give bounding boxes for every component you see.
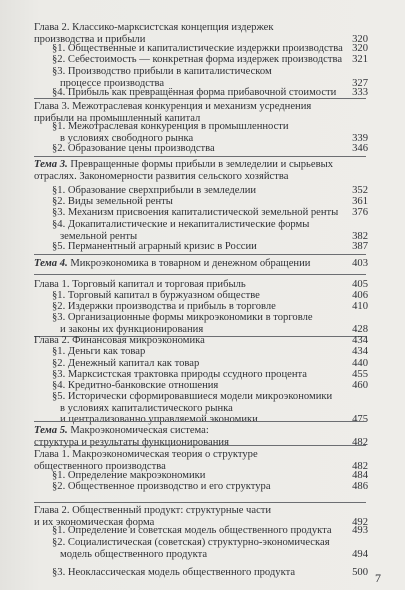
section-divider	[34, 98, 366, 99]
toc-entry-line: Тема 4. Микроэкономика в товарном и денежном обращении	[34, 258, 311, 269]
toc-entry-line: в условиях капиталистического рынка	[60, 402, 233, 414]
toc-entry-line: §3. Организационные формы микроэкономики в торговле	[52, 312, 313, 323]
toc-entry-line: §4. Докапиталистические и некапиталистические формы	[52, 219, 310, 230]
toc-entry-line: §1. Определение и советская модель общественного продукта	[52, 525, 332, 536]
toc-page-number: 406	[352, 290, 368, 301]
toc-page-number: 321	[352, 54, 368, 65]
toc-entry-line: §3. Механизм присвоения капиталистической земельной ренты	[52, 207, 339, 218]
toc-entry-line: и законы их функционирования	[60, 323, 204, 335]
toc-entry-line: §5. Перманентный аграрный кризис в России	[52, 241, 257, 252]
toc-page-number: 455	[352, 369, 368, 380]
toc-entry-line: §2. Социалистическая (советская) структурно-экономическая	[52, 537, 330, 548]
toc-page-number: 387	[352, 241, 368, 252]
toc-entry-line: §1. Торговый капитал в буржуазном обществе	[52, 290, 260, 301]
toc-entry-line: Глава 2. Классико-марксистская концепция издержек	[34, 22, 274, 33]
theme-label: Тема 4.	[34, 258, 68, 269]
toc-page-number: 460	[352, 380, 368, 391]
toc-entry-line: §1. Межотраслевая конкуренция в промышленности	[52, 121, 289, 132]
toc-entry-line: §1. Общественные и капиталистические издержки производства	[52, 43, 343, 54]
toc-entry-line: Глава 1. Торговый капитал и торговая прибыль	[34, 279, 246, 290]
toc-entry-line: Глава 1. Макроэкономическая теория о структуре	[34, 449, 258, 460]
toc-page-number: 493	[352, 525, 368, 536]
toc-entry-line: §3. Марксистская трактовка природы ссудного процента	[52, 369, 307, 380]
toc-page-number: 333	[352, 87, 368, 98]
toc-page-number: 382	[352, 230, 368, 242]
toc-page-number: 376	[352, 207, 368, 218]
toc-entry-line: §2. Виды земельной ренты	[52, 196, 173, 207]
toc-page-number: 434	[352, 346, 368, 357]
toc-entry-line: §2. Себестоимость — конкретная форма издержек производства	[52, 54, 343, 65]
toc-page-number: 434	[352, 335, 368, 346]
toc-entry-line: §4. Прибыль как превращённая форма прибавочной стоимости	[52, 87, 337, 98]
toc-page-number: 361	[352, 196, 368, 207]
toc-entry-line: структура и результаты функционирования	[34, 436, 229, 448]
toc-entry-line: в условиях свободного рынка	[60, 132, 194, 144]
toc-entry-line: §2. Общественное производство и его структура	[52, 481, 271, 492]
toc-entry-line: Тема 5. Макроэкономическая система:	[34, 425, 209, 436]
toc-entry-line: Тема 3. Превращенные формы прибыли в земледелии и сырьевых	[34, 159, 334, 170]
toc-entry-line: §5. Исторически сформировавшиеся модели микроэкономики	[52, 391, 333, 402]
toc-entry-line: процессе производства	[60, 77, 165, 89]
toc-page-number: 410	[352, 301, 368, 312]
toc-entry-line: модель общественного продукта	[60, 548, 208, 560]
section-divider	[34, 421, 366, 422]
toc-page-number: 320	[352, 43, 368, 54]
toc-page-number: 320	[352, 33, 368, 45]
theme-label: Тема 5.	[34, 425, 68, 436]
toc-entry-line: общественного производства	[34, 460, 166, 472]
toc-entry-line: и их экономическая форма	[34, 516, 155, 528]
toc-page-number: 475	[352, 414, 368, 425]
toc-entry-line: отраслях. Закономерности развития сельского хозяйства	[34, 170, 289, 182]
toc-page-number: 346	[352, 143, 368, 154]
section-divider	[34, 502, 366, 503]
toc-entry-line: Глава 3. Межотраслевая конкуренция и механизм усреднения	[34, 101, 312, 112]
toc-page-number: 484	[352, 470, 368, 481]
toc-page-number: 339	[352, 132, 368, 144]
toc-entry-line: §3. Производство прибыли в капиталистическом	[52, 66, 272, 77]
toc-entry-line: §3. Неоклассическая модель общественного продукта	[52, 567, 296, 578]
toc-entry-line: и централизованно управляемой экономики	[60, 414, 258, 425]
toc-entry-line: §1. Образование сверхприбыли в земледелии	[52, 185, 257, 196]
toc-page-number: 482	[352, 460, 368, 472]
toc-entry-line: земельной ренты	[60, 230, 138, 242]
toc-page-number: 403	[352, 258, 368, 269]
toc-page-number: 494	[352, 548, 368, 560]
toc-page-number: 482	[352, 436, 368, 448]
toc-entry-line: §4. Кредитно-банковские отношения	[52, 380, 219, 391]
page-number: 7	[375, 571, 381, 585]
toc-entry-line: производства и прибыли	[34, 33, 146, 45]
section-divider	[34, 274, 366, 275]
toc-entry-line: §1. Определение макроэкономики	[52, 470, 206, 481]
section-divider	[34, 445, 366, 446]
toc-page-number: 405	[352, 279, 368, 290]
toc-entry-line: Глава 2. Финансовая микроэкономика	[34, 335, 205, 346]
toc-entry-line: Глава 2. Общественный продукт: структурные части	[34, 505, 272, 516]
toc-page-number: 352	[352, 185, 368, 196]
section-divider	[34, 156, 366, 157]
toc-page-number: 327	[352, 77, 368, 89]
toc-entry-line: прибыли на промышленный капитал	[34, 112, 201, 124]
toc-page-number: 440	[352, 358, 368, 369]
toc-entry-line: §1. Деньги как товар	[52, 346, 146, 357]
toc-page-number: 486	[352, 481, 368, 492]
toc-entry-line: §2. Денежный капитал как товар	[52, 358, 200, 369]
toc-page-number: 500	[352, 567, 368, 578]
toc-entry-line: §2. Образование цены производства	[52, 143, 215, 154]
theme-label: Тема 3.	[34, 159, 68, 170]
toc-page-number: 428	[352, 323, 368, 335]
section-divider	[34, 254, 366, 255]
toc-entry-line: §2. Издержки производства и прибыль в торговле	[52, 301, 276, 312]
toc-page-number: 492	[352, 516, 368, 528]
